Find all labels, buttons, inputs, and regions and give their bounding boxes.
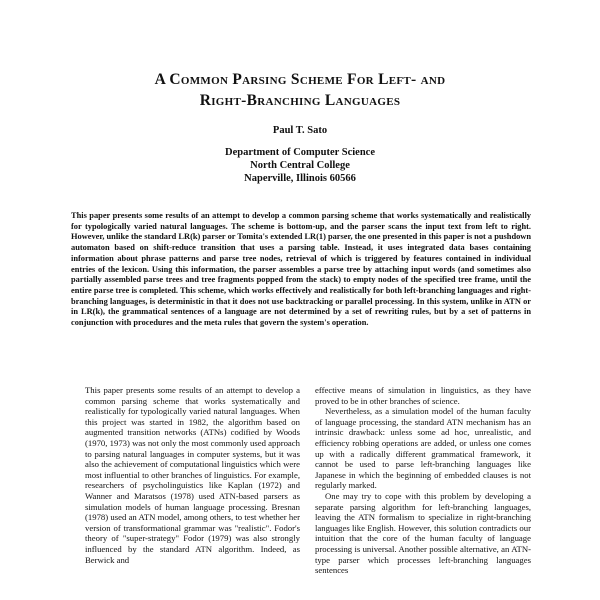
affiliation-department: Department of Computer Science	[225, 147, 375, 158]
paper-title-line-2: Right-Branching Languages	[199, 92, 401, 109]
right-column-paragraph-1: effective means of simulation in linguistics, as they have proved to be in other branches of science.	[315, 385, 531, 406]
body-right-column	[315, 385, 531, 576]
abstract: This paper presents some results of an attempt to develop a common parsing scheme that works systematically and realistically for typologically varied natural languages. The scheme is bottom-up, and the parser scans the input text from left to right. However, unlike the standard LR(k) parser or Tomita's extended LR(1) parser, the one presented in this paper is not a pushdown automaton based on shift-reduce transition that uses a parsing table. Instead, it uses integrated data bases containing information about phrase patterns and parse tree nodes, retrieval of which is triggered by features contained in individual entries of the lexicon. Using this information, the parser assembles a parse tree by attaching input words (and sometimes also partially assembled parse trees and tree fragments popped from the stack) to empty nodes of the specified tree frame, until the entire parse tree is completed. This scheme, which works effectively and realistically for both left-branching languages and right-branching languages, is deterministic in that it does not use backtracking or parallel processing. In this system, unlike in ATN or in LR(k), the grammatical sentences of a language are not determined by a set of rewriting rules, but by a set of patterns in conjunction with procedures and the meta rules that govern the system's operation.	[71, 211, 531, 328]
body-left-column	[85, 385, 300, 565]
affiliation-college: North Central College	[250, 160, 350, 171]
right-column-paragraph-2: Nevertheless, as a simulation model of the human faculty of language processing, the standard ATN mechanism has an intrinsic drawback: unless some ad hoc, unrealistic, and efficiency robbing operations are added, or unless one comes up with a radically different grammatical framework, it cannot be used to parse left-branching languages like Japanese in which the beginning of embedded clauses is not regularly marked.	[315, 406, 531, 491]
author-name: Paul T. Sato	[272, 125, 328, 136]
right-column-paragraph-3: One may try to cope with this problem by developing a separate parsing algorithm for left-branching languages, leaving the ATN formalism to specialize in right-branching languages like English. However, this solution contradicts our intuition that the core of the human faculty of language processing is universal. Another possible alternative, an ATN-type parser which processes left-branching languages sentences	[315, 490, 531, 576]
affiliation-address: Naperville, Illinois 60566	[244, 173, 356, 184]
paper-title-line-1: A Common Parsing Scheme For Left- and	[154, 71, 446, 88]
left-column-paragraph: This paper presents some results of an attempt to develop a common parsing scheme that works systematically and realistically for typologically varied natural languages. When this project was started in 1982, the algorithm based on augmented transition networks (ATNs) codified by Woods (1970, 1973) was not only the most commonly used approach to parsing natural languages in computer systems, but it was also the achievement of computational linguistics which were most influential to other branches of linguistics. For example, researchers of psycholinguistics like Kaplan (1972) and Wanner and Maratsos (1978) used ATN-based parsers as simulation models of human language processing. Bresnan (1978) used an ATN model, among others, to test whether her version of transformational grammar was "realistic". Fodor's theory of "super-strategy" Fodor (1979) was also strongly influenced by the standard ATN algorithm. Indeed, as Berwick and	[85, 385, 300, 565]
